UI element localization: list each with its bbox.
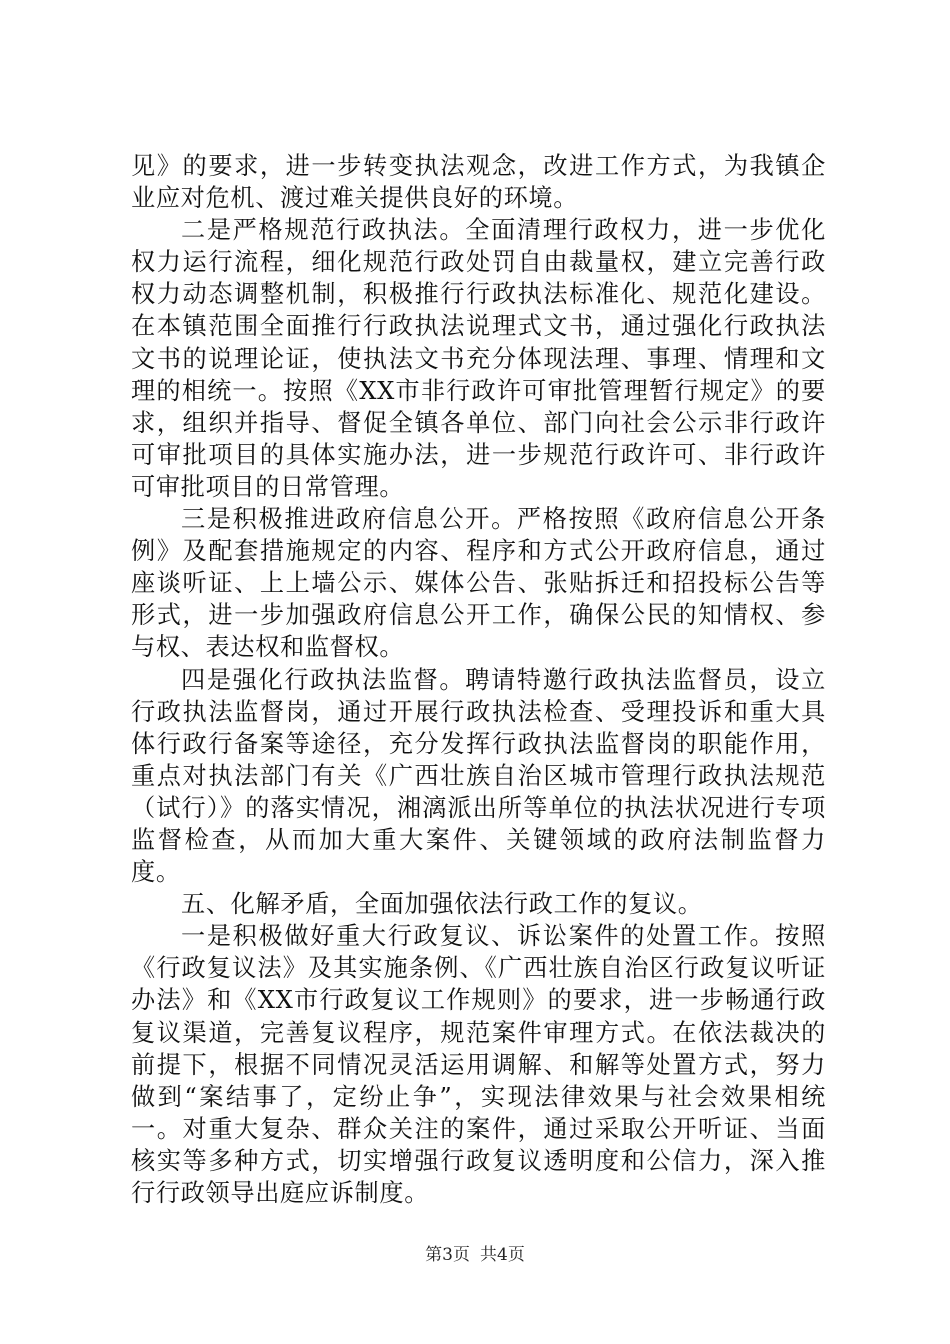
section-heading: 五、化解矛盾，全面加强依法行政工作的复议。 bbox=[181, 890, 703, 919]
page-number: 第3页 bbox=[425, 1245, 470, 1265]
paragraph-4: 四是强化行政执法监督。聘请特邀行政执法监督员，设立行政执法监督岗，通过开展行政执法检查、受理投诉和重大具体行政行备案等途径，充分发挥行政执法监督岗的职能作用，重点对执法部门有关《广西壮族自治区城市管理行政执法规范（试行）》的落实情况，湘漓派出所等单位的执法状况进行专项监督检查，从而加大重大案件、关键领域的政府法制监督力度。 bbox=[131, 665, 826, 887]
page-footer bbox=[0, 1244, 950, 1266]
paragraph-3: 三是积极推进政府信息公开。严格按照《政府信息公开条例》及配套措施规定的内容、程序和方式公开政府信息，通过座谈听证、上上墙公示、媒体公告、张贴拆迁和招投标公告等形式，进一步加强政府信息公开工作，确保公民的知情权、参与权、表达权和监督权。 bbox=[131, 505, 826, 662]
document-body bbox=[131, 150, 826, 1209]
page-total: 共4页 bbox=[480, 1245, 525, 1265]
paragraph-1: 见》的要求，进一步转变执法观念，改进工作方式，为我镇企业应对危机、渡过难关提供良好的环境。 bbox=[131, 152, 826, 213]
paragraph-6: 一是积极做好重大行政复议、诉讼案件的处置工作。按照《行政复议法》及其实施条例、《广西壮族自治区行政复议听证办法》和《XX市行政复议工作规则》的要求，进一步畅通行政复议渠道，完善复议程序，规范案件审理方式。在依法裁决的前提下，根据不同情况灵活运用调解、和解等处置方式，努力做到“案结事了，定纷止争”，实现法律效果与社会效果相统一。对重大复杂、群众关注的案件，通过采取公开听证、当面核实等多种方式，切实增强行政复议透明度和公信力，深入推行行政领导出庭应诉制度。 bbox=[131, 922, 826, 1207]
paragraph-2: 二是严格规范行政执法。全面清理行政权力，进一步优化权力运行流程，细化规范行政处罚自由裁量权，建立完善行政权力动态调整机制，积极推行行政执法标准化、规范化建设。在本镇范围全面推行行政执法说理式文书，通过强化行政执法文书的说理论证，使执法文书充分体现法理、事理、情理和文理的相统一。按照《XX市非行政许可审批管理暂行规定》的要求，组织并指导、督促全镇各单位、部门向社会公示非行政许可审批项目的具体实施办法，进一步规范行政许可、非行政许可审批项目的日常管理。 bbox=[131, 216, 826, 501]
